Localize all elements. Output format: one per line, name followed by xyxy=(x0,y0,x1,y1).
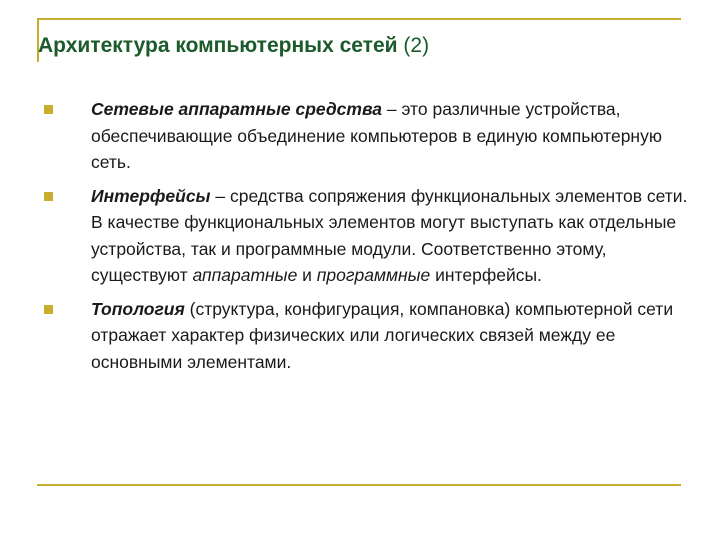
bottom-rule xyxy=(37,484,681,486)
slide-title-text: Архитектура компьютерных сетей xyxy=(38,34,398,57)
bullet-interfaces-conj: и xyxy=(297,265,317,285)
bullet-hardware-text: – это различные устройства, обеспечивающие объединение компьютеров в единую компьютерную сеть. xyxy=(91,99,662,172)
bullet-hardware xyxy=(44,96,694,176)
slide-title-number: (2) xyxy=(403,34,430,57)
term-hardware: Сетевые аппаратные средства xyxy=(91,99,383,119)
bullet-square-icon xyxy=(44,192,53,201)
term-interfaces: Интерфейсы xyxy=(91,185,211,206)
bullet-list xyxy=(44,96,694,382)
bullet-interfaces xyxy=(44,183,694,289)
bullet-topology-text: (структура, конфигурация, компановка) компьютерной сети отражает характер физических или логических связей между ее основными элементами. xyxy=(91,298,674,372)
term-topology: Топология xyxy=(91,298,185,319)
term-hardware-interfaces: аппаратные xyxy=(192,265,298,285)
bullet-square-icon xyxy=(44,305,53,314)
term-software-interfaces: программные xyxy=(316,265,431,285)
bullet-interfaces-end: интерфейсы. xyxy=(430,265,542,285)
top-rule xyxy=(37,18,681,20)
slide-title xyxy=(38,34,429,58)
bullet-interfaces-text: – средства сопряжения функциональных элементов сети. В качестве функциональных элементов могут выступать как отдельные устройства, так и программные модули. Соответственно этому, существуют xyxy=(91,185,688,285)
bullet-topology xyxy=(44,296,694,376)
bullet-square-icon xyxy=(44,105,53,114)
